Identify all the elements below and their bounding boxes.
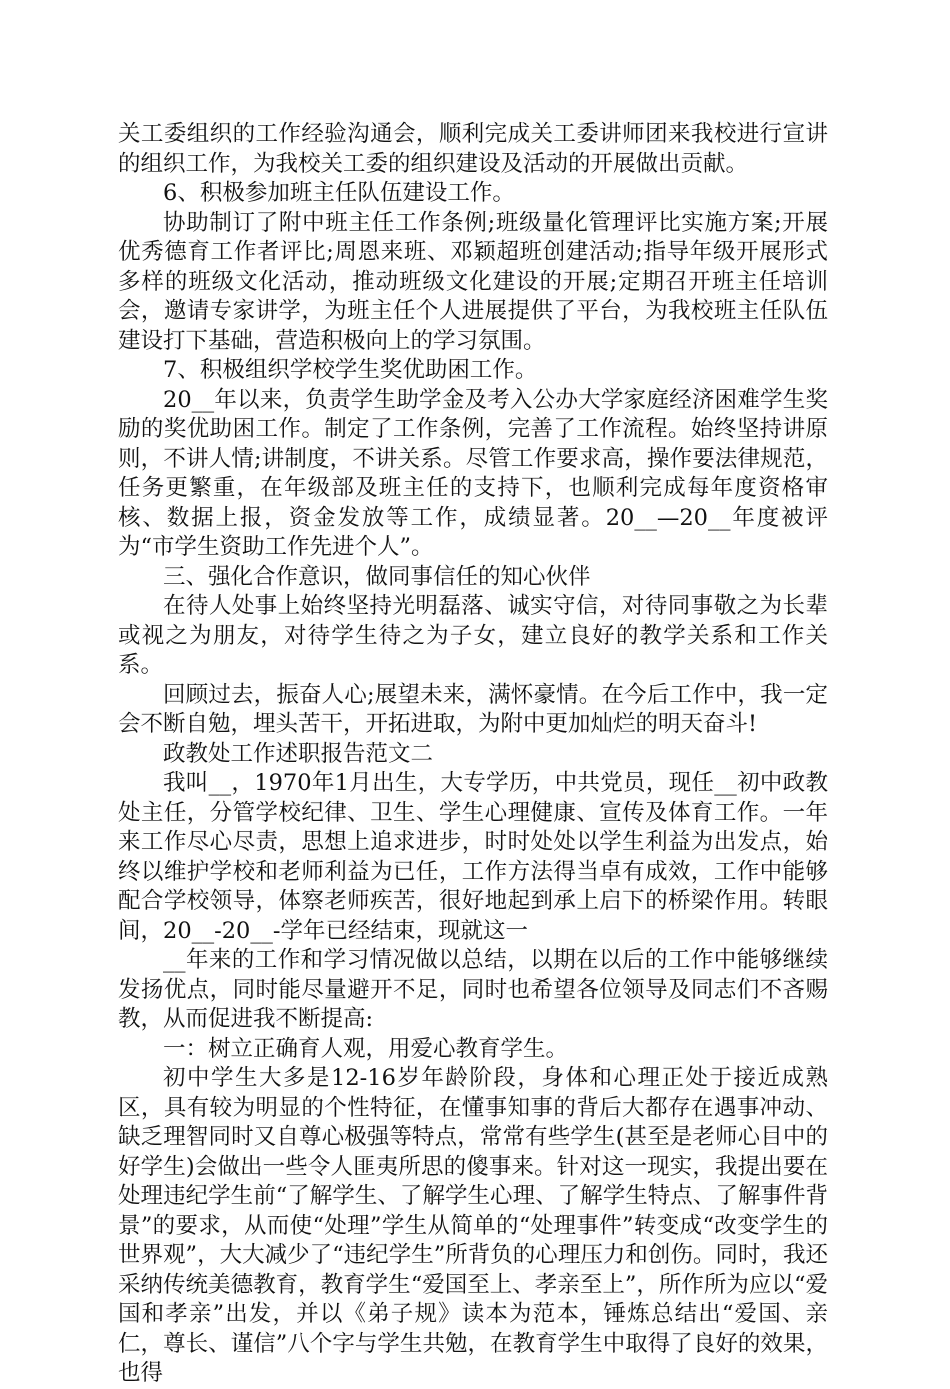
section-heading: 三、强化合作意识，做同事信任的知心伙伴 [163, 563, 591, 590]
document-subtitle: 政教处工作述职报告范文二 [163, 740, 434, 767]
paragraph-2: 6、积极参加班主任队伍建设工作。 [163, 180, 515, 206]
paragraph-1: 关工委组织的工作经验沟通会，顺利完成关工委讲师团来我校进行宣讲的组织工作，为我校关工委的组织建设及活动的开展做出贡献。 [118, 121, 828, 177]
paragraph-10: 我叫__，1970年1月出生，大专学历，中共党员，现任__初中政教处主任，分管学校纪律、卫生、学生心理健康、宣传及体育工作。一年来工作尽心尽责，思想上追求进步，时时处处以学生利益为出发点，始终以维护学校和老师利益为已任，工作方法得当卓有成效，工作中能够配合学校领导，体察老师疾苦，很好地起到承上启下的桥梁作用。转眼间，20__-20__-学年已经结束，现就这一 [118, 770, 828, 944]
paragraph-5: 20__年以来，负责学生助学金及考入公办大学家庭经济困难学生奖励的奖优助困工作。制定了工作条例，完善了工作流程。始终坚持讲原则，不讲人情;讲制度，不讲关系。尽管工作要求高，操作要法律规范，任务更繁重，在年级部及班主任的支持下，也顺利完成每年度资格审核、数据上报，资金发放等工作，成绩显著。20__—20__年度被评为“市学生资助工作先进个人”。 [118, 386, 828, 560]
document-body [118, 120, 828, 1389]
paragraph-7: 在待人处事上始终坚持光明磊落、诚实守信，对待同事敬之为长辈或视之为朋友，对待学生待之为子女，建立良好的教学关系和工作关系。 [118, 593, 828, 678]
paragraph-13: 初中学生大多是12-16岁年龄阶段，身体和心理正处于接近成熟区，具有较为明显的个性特征，在懂事知事的背后大都存在遇事冲动、缺乏理智同时又自尊心极强等特点，常常有些学生(甚至是老师心目中的好学生)会做出一些令人匪夷所思的傻事来。针对这一现实，我提出要在处理违纪学生前“了解学生、了解学生心理、了解学生特点、了解事件背景”的要求，从而使“处理”学生从简单的“处理事件”转变成“改变学生的世界观”，大大减少了“违纪学生”所背负的心理压力和创伤。同时，我还采纳传统美德教育，教育学生“爱国至上、孝亲至上”，所作所为应以“爱国和孝亲”出发，并以《弟子规》读本为范本，锤炼总结出“爱国、亲仁，尊长、谨信”八个字与学生共勉，在教育学生中取得了良好的效果，也得 [118, 1065, 828, 1386]
paragraph-8: 回顾过去，振奋人心;展望未来，满怀豪情。在今后工作中，我一定会不断自勉，埋头苦干，开拓进取，为附中更加灿烂的明天奋斗! [118, 681, 828, 737]
paragraph-4: 7、积极组织学校学生奖优助困工作。 [163, 357, 538, 383]
paragraph-3: 协助制订了附中班主任工作条例;班级量化管理评比实施方案;开展优秀德育工作者评比;周恩来班、邓颖超班创建活动;指导年级开展形式多样的班级文化活动，推动班级文化建设的开展;定期召开班主任培训会，邀请专家讲学，为班主任个人进展提供了平台，为我校班主任队伍建设打下基础，营造积极向上的学习氛围。 [118, 209, 828, 354]
paragraph-11: __年来的工作和学习情况做以总结，以期在以后的工作中能够继续发扬优点，同时能尽量避开不足，同时也希望各位领导及同志们不吝赐教，从而促进我不断提高: [118, 947, 828, 1032]
paragraph-12: 一：树立正确育人观，用爱心教育学生。 [163, 1035, 569, 1062]
